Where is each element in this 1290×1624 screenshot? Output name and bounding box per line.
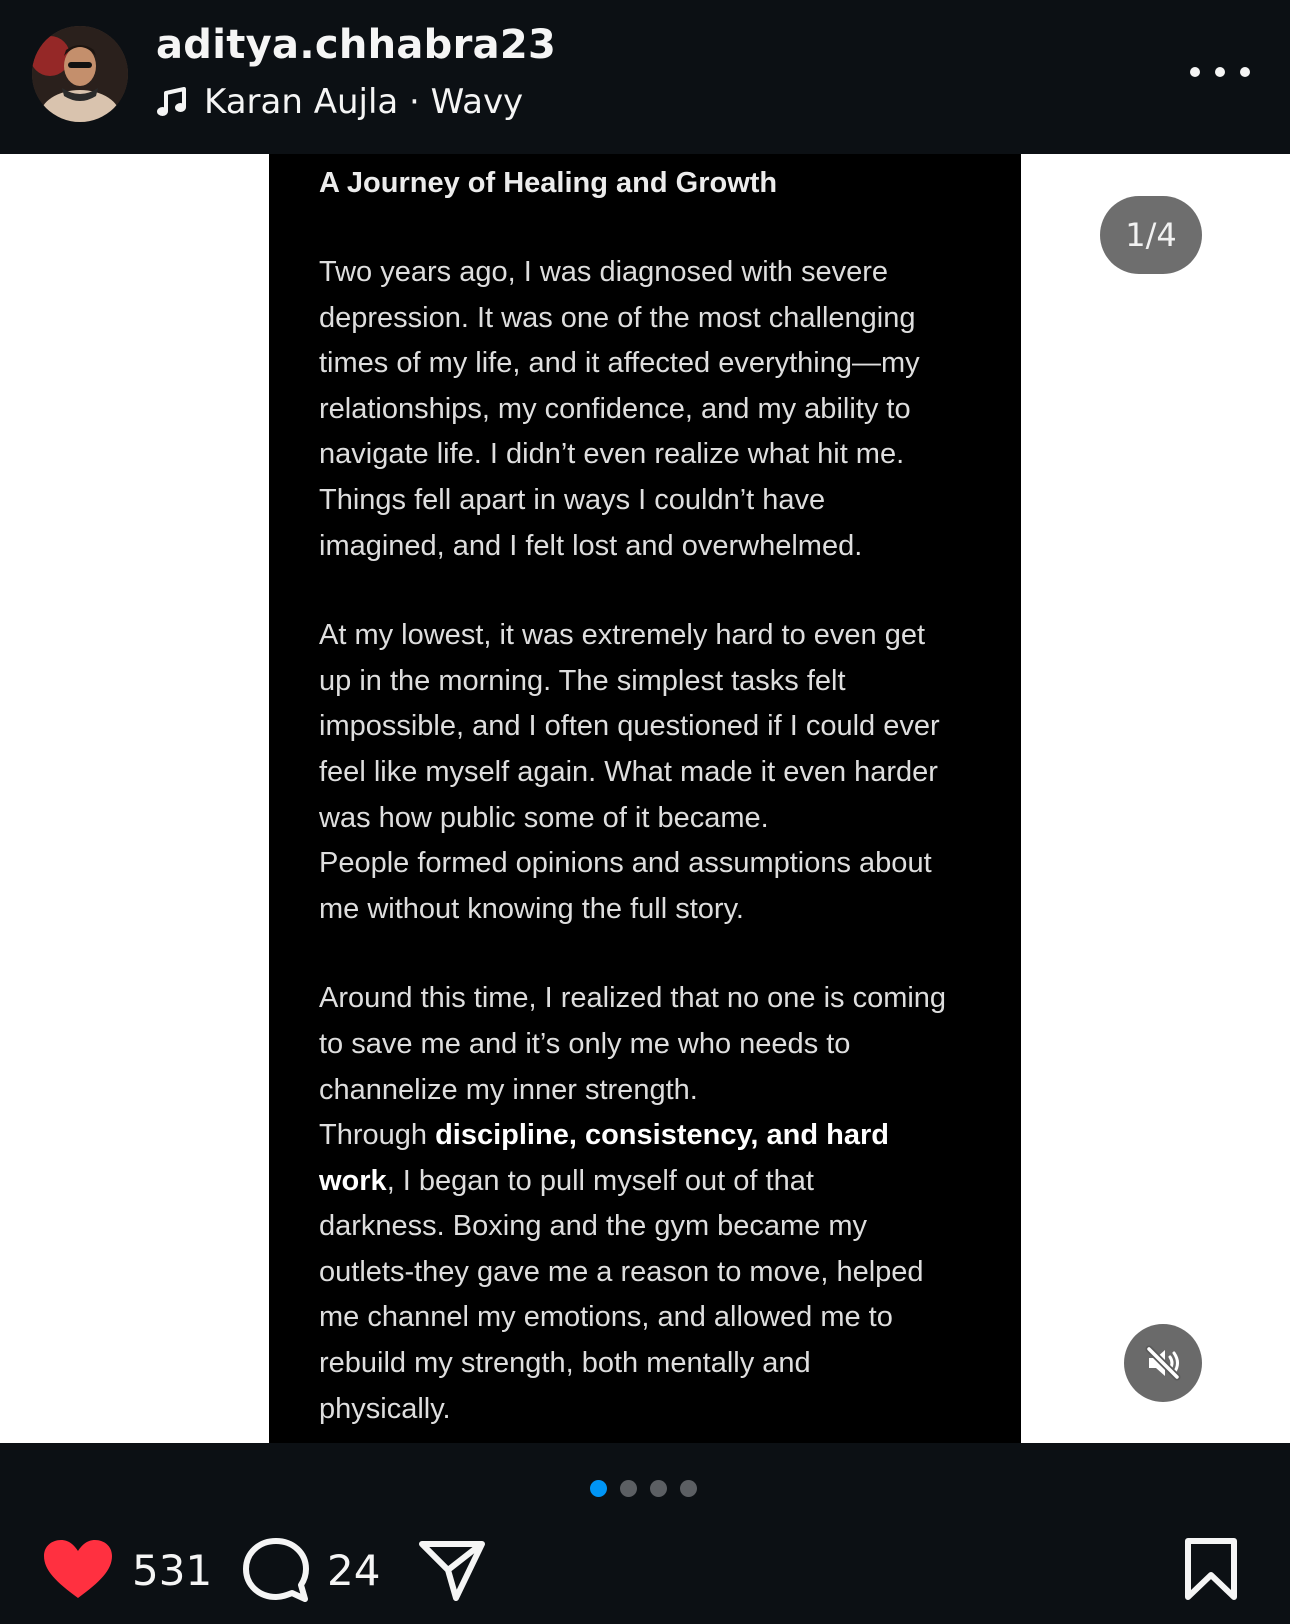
pagination-dot: [590, 1480, 607, 1497]
text-line: navigate life. I didn’t even realize what hit me.: [319, 438, 905, 471]
text-line: feel like myself again. What made it even harder: [319, 755, 938, 788]
carousel-counter-badge: 1/4: [1100, 196, 1202, 274]
text-line: darkness. Boxing and the gym became my: [319, 1210, 868, 1243]
text-line: imagined, and I felt lost and overwhelmed.: [319, 529, 863, 562]
comment-count[interactable]: 24: [327, 1545, 381, 1595]
more-options-button[interactable]: [1190, 54, 1250, 90]
text-line: impossible, and I often questioned if I could ever: [319, 710, 940, 743]
carousel-pagination: [590, 1478, 710, 1498]
post-media[interactable]: [0, 154, 1290, 1443]
more-options-icon: [1215, 67, 1225, 77]
text-line: me without knowing the full story.: [319, 892, 744, 925]
text-line: [319, 1113, 999, 1159]
avatar[interactable]: [32, 26, 128, 122]
audio-attribution[interactable]: [156, 80, 523, 124]
pagination-dot: [620, 1480, 637, 1497]
paragraph-1: [319, 250, 999, 569]
text-line: relationships, my confidence, and my ability to: [319, 392, 911, 425]
muted-speaker-icon: [1143, 1343, 1183, 1383]
bookmark-icon: [1183, 1537, 1239, 1603]
like-button[interactable]: [42, 1530, 212, 1610]
text-line: Two years ago, I was diagnosed with severe: [319, 256, 889, 288]
text-image-panel: [269, 154, 1021, 1443]
avatar-image: [32, 26, 128, 122]
text-segment: , I began to pull myself out of that: [386, 1164, 814, 1197]
text-line: channelize my inner strength.: [319, 1073, 698, 1106]
text-line: People formed opinions and assumptions about: [319, 847, 932, 880]
post-image-title: A Journey of Healing and Growth: [319, 167, 778, 199]
post-header: [0, 0, 1290, 154]
text-line: [319, 1159, 999, 1205]
username[interactable]: aditya.chhabra23: [156, 22, 557, 68]
text-line: Around this time, I realized that no one is coming: [319, 982, 947, 1015]
text-line: depression. It was one of the most challenging: [319, 301, 916, 334]
audio-track-label: Karan Aujla · Wavy: [204, 82, 524, 122]
mute-toggle-button[interactable]: [1124, 1324, 1202, 1402]
text-line: physically.: [319, 1392, 451, 1425]
post-image-text: [319, 154, 999, 1432]
text-line: up in the morning. The simplest tasks felt: [319, 664, 846, 697]
text-line: outlets-they gave me a reason to move, helped: [319, 1255, 924, 1288]
music-note-icon: [156, 85, 190, 119]
like-count[interactable]: 531: [132, 1545, 213, 1595]
paragraph-2: [319, 613, 999, 932]
paragraph-3: [319, 976, 999, 1432]
text-line: At my lowest, it was extremely hard to even get: [319, 619, 926, 652]
pagination-dot: [680, 1480, 697, 1497]
text-line: rebuild my strength, both mentally and: [319, 1347, 811, 1380]
emphasis-text: work: [319, 1164, 387, 1197]
share-button[interactable]: [418, 1530, 486, 1610]
more-options-icon: [1190, 67, 1200, 77]
emphasis-text: discipline, consistency, and hard: [435, 1119, 889, 1152]
comment-button[interactable]: [243, 1530, 380, 1610]
text-line: was how public some of it became.: [319, 801, 769, 834]
text-segment: Through: [319, 1119, 436, 1152]
text-line: times of my life, and it affected everything—my: [319, 347, 920, 380]
heart-icon: [42, 1538, 114, 1602]
text-line: Things fell apart in ways I couldn’t have: [319, 483, 826, 516]
text-line: to save me and it’s only me who needs to: [319, 1027, 851, 1060]
paper-plane-icon: [418, 1538, 486, 1602]
text-line: me channel my emotions, and allowed me to: [319, 1301, 893, 1334]
save-button[interactable]: [1183, 1530, 1239, 1610]
comment-icon: [243, 1537, 309, 1603]
post-action-bar: [0, 1530, 1290, 1610]
more-options-icon: [1240, 67, 1250, 77]
pagination-dot: [650, 1480, 667, 1497]
